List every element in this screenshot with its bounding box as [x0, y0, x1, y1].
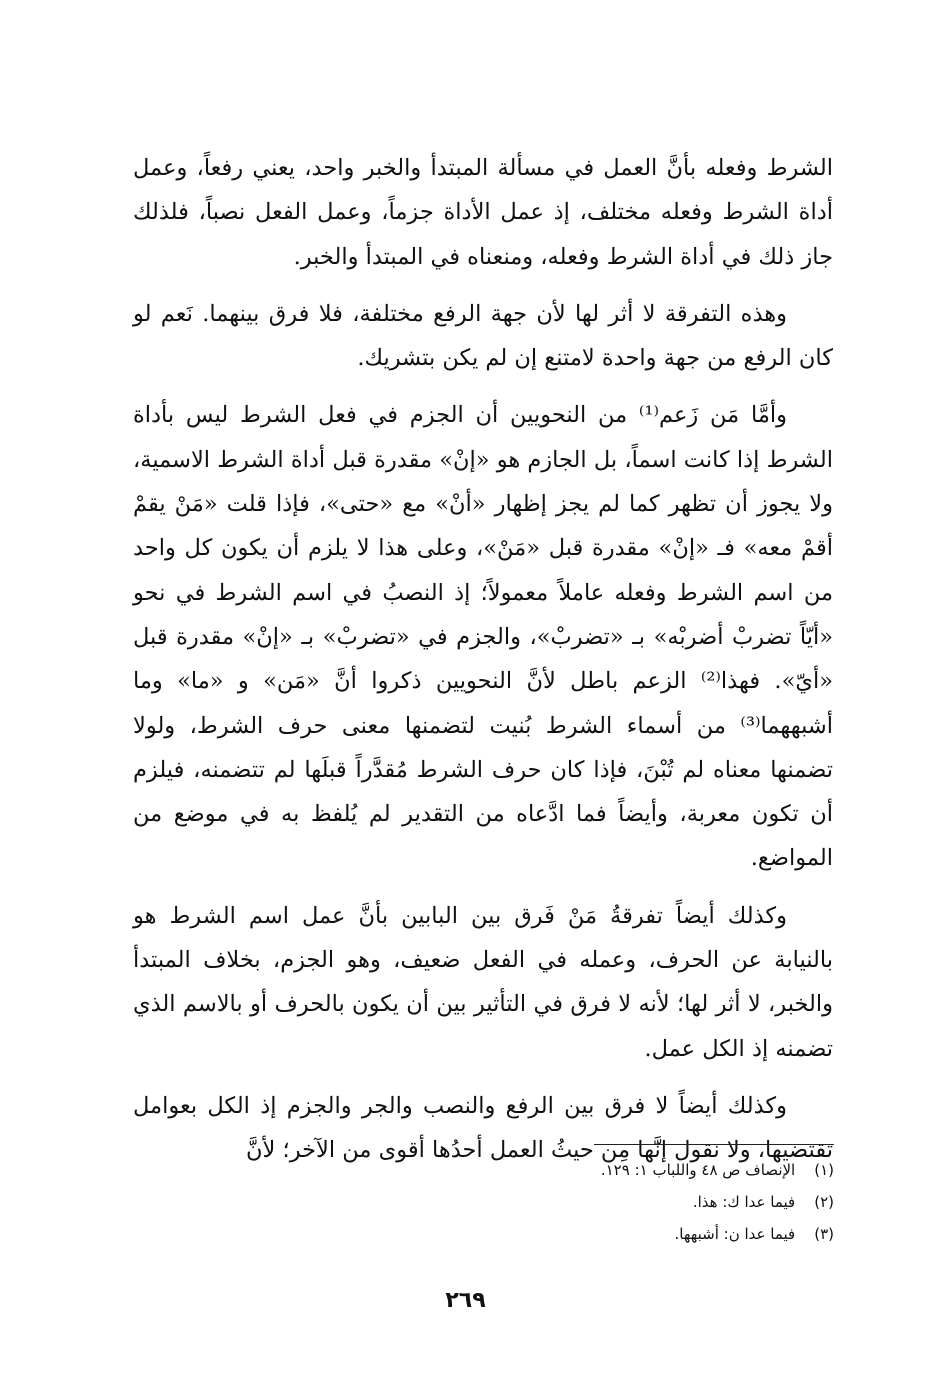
footnote-number: (١) — [814, 1161, 834, 1179]
footnote-text: فيما عدا ك: هذا. — [692, 1193, 796, 1211]
paragraph: وهذه التفرقة لا أثر لها لأن جهة الرفع مختلفة، فلا فرق بينهما. نَعم لو كان الرفع من جهة واحدة لامتنع إن لم يكن بتشريك. — [133, 300, 833, 372]
footnote-divider — [594, 1144, 834, 1145]
footnotes — [400, 1154, 834, 1250]
footnote-text: فيما عدا ن: أشبهها. — [674, 1225, 796, 1243]
footnote-text: الإنصاف ص ٤٨ واللباب ١: ١٢٩. — [600, 1161, 796, 1179]
footnote-number: (٣) — [814, 1225, 834, 1243]
paragraph: وكذلك أيضاً لا فرق بين الرفع والنصب والجر والجزم إذ الكل بعوامل تقتضيها، ولا نقول إنَّها مِن حيثُ العمل أحدُها أقوى من الآخر؛ لأنَّ — [133, 1092, 833, 1164]
footnote — [400, 1186, 834, 1218]
page-number: ٢٦٩ — [445, 1288, 486, 1313]
footnote — [400, 1218, 834, 1250]
paragraph: الشرط وفعله بأنَّ العمل في مسألة المبتدأ والخبر واحد، يعني رفعاً، وعمل أداة الشرط وفعله مختلف، إذ عمل الأداة جزماً، وعمل الفعل نصباً، فلذلك جاز ذلك في أداة الشرط وفعله، ومنعناه في المبتدأ والخبر. — [133, 155, 833, 270]
main-text — [133, 146, 833, 1173]
footnote — [400, 1154, 834, 1186]
paragraph: وكذلك أيضاً تفرقةُ مَنْ فَرق بين البابين بأنَّ عمل اسم الشرط هو بالنيابة عن الحرف، وعمله في الفعل ضعيف، وهو الجزم، بخلاف المبتدأ والخبر، لا أثر لها؛ لأنه لا فرق في التأثير بين أن يكون بالحرف أو بالاسم الذي تضمنه إذ الكل عمل. — [133, 902, 833, 1062]
footnote-number: (٢) — [814, 1193, 834, 1211]
paragraph: وأمَّا مَن زَعم⁽¹⁾ من النحويين أن الجزم في فعل الشرط ليس بأداة الشرط إذا كانت اسماً، بل الجازم هو «إنْ» مقدرة قبل أداة الشرط الاسمية، ولا يجوز أن تظهر كما لم يجز إظهار «أنْ» مع «حتى»، فإذا قلت «مَنْ يقمْ أقمْ معه» فـ «إنْ» مقدرة قبل «مَنْ»، وعلى هذا لا يلزم أن يكون كل واحد من اسم الشرط وفعله عاملاً معمولاً؛ إذ النصبُ في اسم الشرط في نحو «أيّاً تضربْ أضربْه» بـ «تضربْ»، والجزم في «تضربْ» بـ «إنْ» مقدرة قبل «أيّ». فهذا⁽²⁾ الزعم باطل لأنَّ النحويين ذكروا أنَّ «مَن» و «ما» وما أشبههما⁽³⁾ من أسماء الشرط بُنيت لتضمنها معنى حرف الشرط، ولولا تضمنها معناه لم تُبْنَ، فإذا كان حرف الشرط مُقدَّراً قبلَها لم تتضمنه، فيلزم أن تكون معربة، وأيضاً فما ادَّعاه من التقدير لم يُلفظ به في موضع من المواضع. — [133, 402, 833, 872]
